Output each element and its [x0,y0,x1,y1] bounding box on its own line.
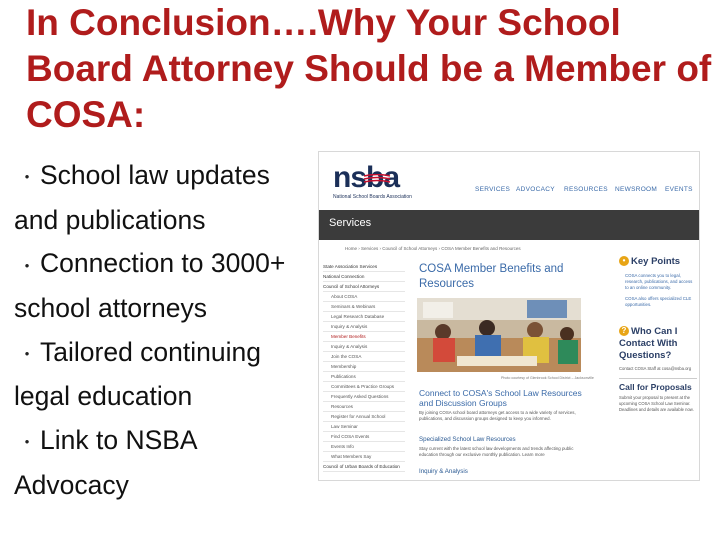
sidebar-item[interactable]: What Members Say [323,452,405,462]
classroom-photo [417,298,581,372]
questions-label: Who Can I Contact With Questions? [619,326,678,361]
bullet-item [14,419,314,507]
question-icon: ? [619,326,629,336]
bullet-item [14,331,314,419]
bullet-dot-icon: • [24,257,30,273]
sidebar-item[interactable]: Register for Annual School [323,412,405,422]
call-for-proposals-text: Submit your proposal to present at the upcoming COSA School Law Seminar. Deadlines and details are available now. [619,395,694,412]
nsba-logo-subtitle: National School Boards Association [333,194,412,200]
sidebar-item[interactable]: Find COSA Events [323,432,405,442]
sidebar-item[interactable]: Member Benefits [323,332,405,342]
services-banner [319,210,699,240]
bullet-item [14,154,314,242]
photo-caption: Photo courtesy of Glenbrook School District – Jacksonville [501,376,594,380]
sidebar-item[interactable]: Inquiry & Analysis [323,322,405,332]
sidebar-item[interactable]: Council of School Attorneys [323,282,405,292]
banner-title: Services [329,217,372,229]
nsba-logo[interactable]: nsba [333,161,400,194]
sidebar-item[interactable]: Inquiry & Analysis [323,342,405,352]
slide-title: In Conclusion….Why Your School Board Attorney Should be a Member of COSA: [26,2,712,135]
connect-heading[interactable]: Connect to COSA's School Law Resources and Discussion Groups [419,388,582,408]
sidebar-item[interactable]: Membership [323,362,405,372]
site-header [319,152,699,210]
bullet-item [14,242,314,330]
specialized-text: Stay current with the latest school law developments and trends affecting public education through our exclusive monthly publication. Learn more [419,446,574,457]
specialized-heading[interactable]: Specialized School Law Resources [419,436,516,443]
bullet-text: School law updates and publications [14,160,270,235]
sidebar-nav [323,262,405,472]
nav-services[interactable]: SERVICES [475,186,511,193]
nav-newsroom[interactable]: NEWSROOM [615,186,658,193]
bullet-dot-icon: • [24,169,30,185]
sidebar-item[interactable]: Join the COSA [323,352,405,362]
sidebar-item[interactable]: Resources [323,402,405,412]
pin-icon: • [619,256,629,266]
key-points-heading [619,256,697,268]
bullet-list [14,154,314,507]
sidebar-item[interactable]: National Connection [323,272,405,282]
page-heading: COSA Member Benefits and Resources [419,263,564,290]
nsba-website-screenshot [318,151,700,481]
sidebar-item[interactable]: State Association Services [323,262,405,272]
sidebar-item[interactable]: Publications [323,372,405,382]
key-points-label: Key Points [631,256,681,267]
sidebar-item[interactable]: Seminars & Webinars [323,302,405,312]
call-for-proposals-heading[interactable]: Call for Proposals [619,378,697,392]
bullet-text: Tailored continuing legal education [14,336,261,412]
bullet-dot-icon: • [24,345,30,361]
sidebar-item[interactable]: Events Info [323,442,405,452]
questions-heading [619,326,697,362]
breadcrumb[interactable]: Home › Services › Council of School Attorneys › COSA Member Benefits and Resources [345,246,521,251]
right-column [619,256,697,413]
sidebar-item[interactable]: Committees & Practice Groups [323,382,405,392]
flag-stripes-icon [363,174,391,183]
nav-advocacy[interactable]: ADVOCACY [516,186,555,193]
nav-events[interactable]: EVENTS [665,186,693,193]
key-point-item: COSA also offers specialized CLE opportunities. [625,296,692,307]
connect-text: By joining COSA school board attorneys get access to a wide variety of services, publications, and discussion groups designed to keep you informed. [419,410,576,421]
questions-text[interactable]: Contact COSA Staff at cosa@nsba.org [619,366,692,371]
nav-resources[interactable]: RESOURCES [564,186,608,193]
sidebar-item[interactable]: About COSA [323,292,405,302]
sidebar-item[interactable]: Legal Research Database [323,312,405,322]
bullet-dot-icon: • [24,434,30,449]
inquiry-heading[interactable]: Inquiry & Analysis [419,468,468,475]
sidebar-item[interactable]: Council of Urban Boards of Education [323,462,405,472]
sidebar-item[interactable]: Law Seminar [323,422,405,432]
key-point-item: COSA connects you to legal, research, publications, and access to an online community. [625,273,693,290]
bullet-text: Link to NSBA Advocacy [14,424,197,500]
bullet-text: Connection to 3000+ school attorneys [14,248,286,323]
sidebar-item[interactable]: Frequently Asked Questions [323,392,405,402]
